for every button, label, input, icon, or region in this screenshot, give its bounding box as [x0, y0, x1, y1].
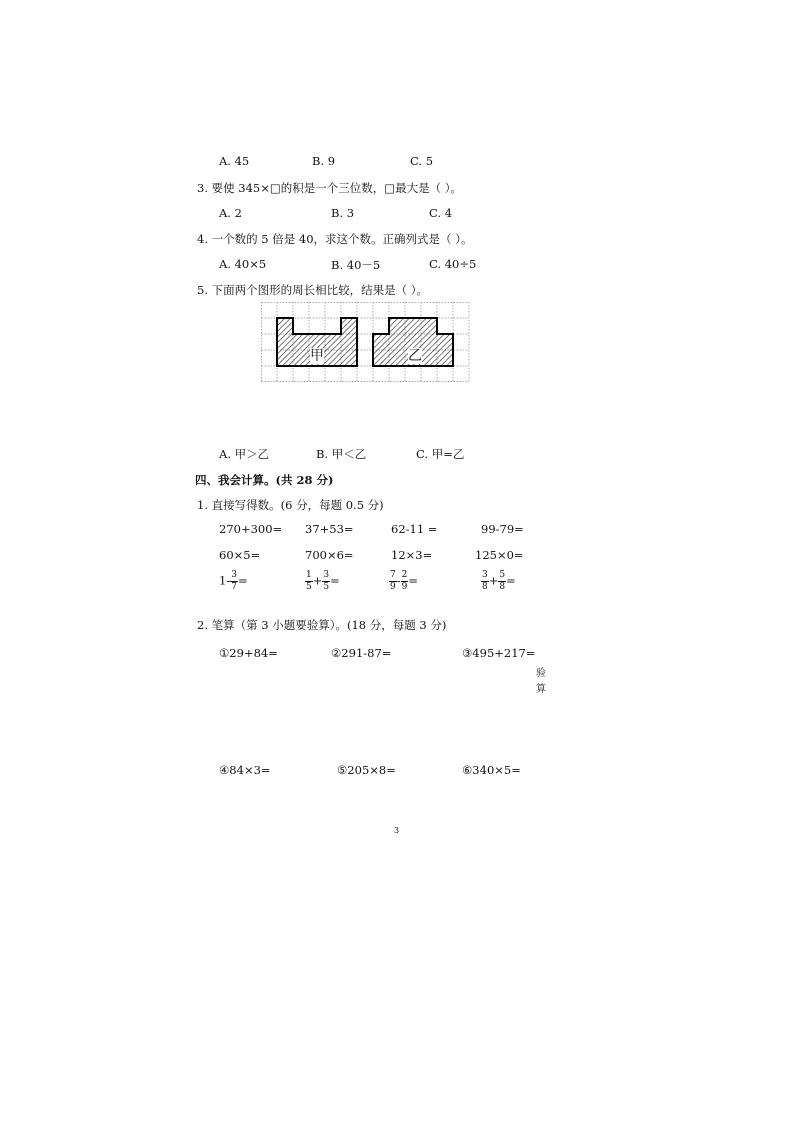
- calc-item: 37+53=: [305, 522, 354, 536]
- fraction: $\frac{1}{5}$: [306, 570, 312, 592]
- label-jia: 甲: [310, 348, 324, 364]
- fraction-item: $\frac{3}{8}$ + $\frac{5}{8}$ =: [482, 570, 516, 592]
- q5-option-a: A. 甲＞乙: [219, 447, 270, 461]
- perimeter-figure: [261, 302, 471, 382]
- check-label-2: 算: [536, 684, 546, 695]
- written-calc-item: ④84×3=: [219, 763, 271, 777]
- calc-item: 60×5=: [219, 548, 261, 562]
- written-calc-item: ③495+217=: [462, 646, 536, 660]
- q5-text: 5. 下面两个图形的周长相比较，结果是（ ）。: [197, 283, 429, 297]
- page-number: 3: [394, 826, 400, 835]
- calc2-title: 2. 笔算（第 3 小题要验算）。(18 分，每题 3 分): [197, 618, 447, 632]
- fraction-item: $\frac{7}{9}$ - $\frac{2}{9}$ =: [390, 570, 418, 592]
- fraction: $\frac{3}{5}$: [323, 570, 330, 592]
- written-calc-item: ①29+84=: [219, 646, 278, 660]
- label-yi: 乙: [408, 348, 422, 364]
- written-calc-item: ⑤205×8=: [337, 763, 396, 777]
- section-title: 四、我会计算。(共 28 分): [195, 473, 334, 487]
- written-calc-item: ⑥340×5=: [462, 763, 521, 777]
- q4-option-c: C. 40÷5: [429, 257, 477, 271]
- q5-option-c: C. 甲=乙: [416, 447, 465, 461]
- calc-item: 99-79=: [481, 522, 524, 536]
- fraction: $\frac{2}{9}$: [401, 570, 408, 592]
- calc1-title: 1. 直接写得数。(6 分，每题 0.5 分): [197, 498, 384, 512]
- calc-item: 270+300=: [219, 522, 283, 536]
- q3-option-c: C. 4: [429, 206, 453, 220]
- calc-item: 125×0=: [475, 548, 524, 562]
- check-label-1: 验: [536, 668, 546, 679]
- q2-option-b: B. 9: [312, 154, 336, 168]
- q5-option-b: B. 甲＜乙: [316, 447, 367, 461]
- fraction: $\frac{3}{8}$: [482, 570, 488, 592]
- fraction: $\frac{3}{7}$: [231, 570, 237, 592]
- fraction: $\frac{5}{8}$: [499, 570, 506, 592]
- fraction-item: 1- $\frac{3}{7}$ =: [219, 570, 248, 592]
- q2-option-c: C. 5: [410, 154, 434, 168]
- written-calc-item: ②291-87=: [331, 646, 392, 660]
- q4-text: 4. 一个数的 5 倍是 40，求这个数。正确列式是（ ）。: [197, 232, 473, 246]
- calc-item: 700×6=: [305, 548, 354, 562]
- q3-text: 3. 要使 345×□的积是一个三位数，□最大是（ ）。: [197, 181, 463, 195]
- q3-option-b: B. 3: [331, 206, 355, 220]
- fraction: $\frac{7}{9}$: [390, 570, 396, 592]
- fraction-item: $\frac{1}{5}$ + $\frac{3}{5}$ =: [306, 570, 340, 592]
- q2-option-a: A. 45: [219, 154, 250, 168]
- q4-option-a: A. 40×5: [219, 257, 267, 271]
- calc-item: 12×3=: [391, 548, 433, 562]
- calc-item: 62-11 =: [391, 522, 438, 536]
- q3-option-a: A. 2: [219, 206, 242, 220]
- q4-option-b: B. 40－5: [331, 258, 381, 272]
